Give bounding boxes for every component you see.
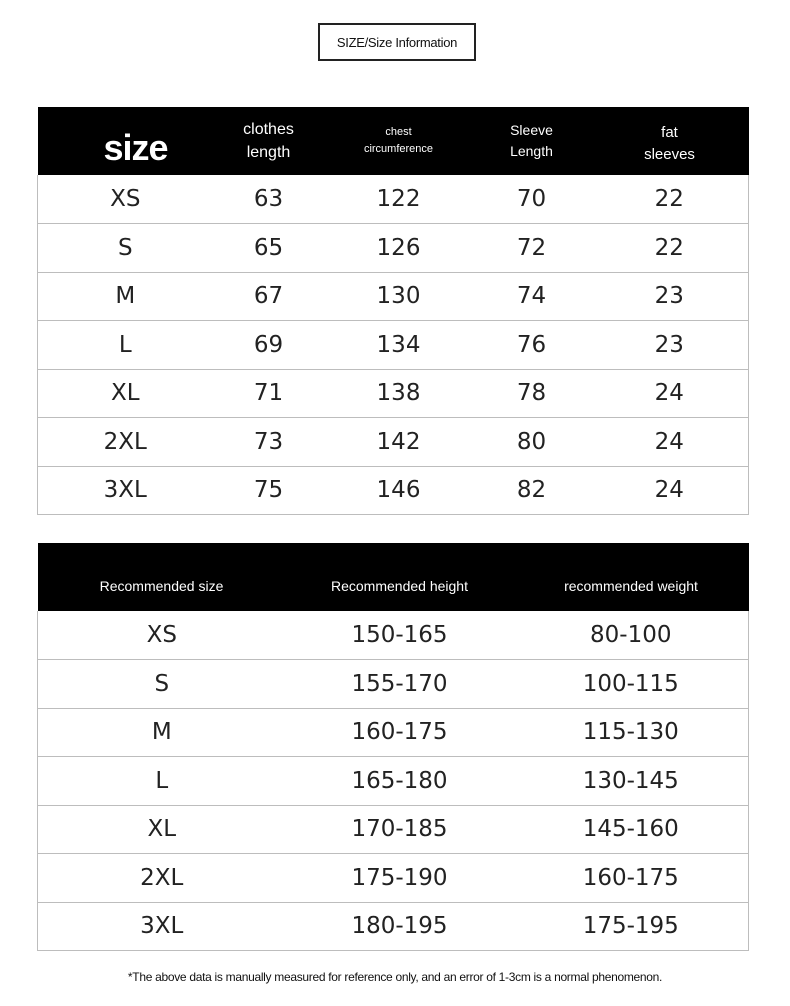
recommendation-header-row — [38, 543, 749, 611]
value-cell: 130-145 — [514, 757, 749, 806]
value-cell: 80-100 — [590, 622, 672, 648]
value-cell: 146 — [325, 466, 473, 515]
size-chart-header-row — [38, 107, 749, 175]
recommendation-row — [38, 854, 749, 903]
value-cell: 175-195 — [514, 902, 749, 951]
value-cell: 160-175 — [286, 708, 514, 757]
size-cell: S — [38, 660, 286, 709]
footnote: *The above data is manually measured for reference only, and an error of 1-3cm is a normal phenomenon. — [127, 970, 663, 984]
header-sleeve-line1: Sleeve — [510, 122, 553, 138]
value-cell: 73 — [213, 418, 325, 467]
value-cell: 23 — [591, 272, 749, 321]
value-cell: 165-180 — [286, 757, 514, 806]
value-cell: 115-130 — [514, 708, 749, 757]
recommendation-row — [38, 757, 749, 806]
header-sleeve-length — [473, 107, 591, 175]
value-cell: 22 — [591, 224, 749, 273]
header-chest-line1: chest — [385, 126, 412, 138]
size-cell: L — [38, 321, 213, 370]
size-chart-row — [38, 321, 749, 370]
value-cell: 134 — [325, 321, 473, 370]
value-cell: 24 — [591, 466, 749, 515]
value-cell: 175-190 — [286, 854, 514, 903]
header-chest-circumference — [325, 107, 473, 175]
recommendation-row — [38, 708, 749, 757]
value-cell: 22 — [654, 186, 684, 212]
size-chart-row — [38, 224, 749, 273]
size-chart-row — [38, 272, 749, 321]
value-cell: 24 — [591, 369, 749, 418]
header-clothes-length — [213, 107, 325, 175]
value-cell: 69 — [213, 321, 325, 370]
size-cell: L — [38, 757, 286, 806]
value-cell: 160-175 — [514, 854, 749, 903]
header-recommended-height: Recommended height — [331, 578, 468, 594]
recommendation-row — [38, 660, 749, 709]
header-fat-line1: fat — [661, 124, 678, 141]
value-cell: 155-170 — [286, 660, 514, 709]
value-cell: 142 — [325, 418, 473, 467]
size-cell: XS — [146, 622, 177, 648]
value-cell: 71 — [213, 369, 325, 418]
value-cell: 80 — [473, 418, 591, 467]
value-cell: 130 — [325, 272, 473, 321]
value-cell: 72 — [473, 224, 591, 273]
header-recommended-weight: recommended weight — [564, 578, 698, 594]
header-chest-line2: circumference — [363, 143, 434, 155]
value-cell: 150-165 — [351, 622, 448, 648]
recommendation-row — [38, 611, 749, 660]
size-cell: M — [38, 708, 286, 757]
header-recommended-size: Recommended size — [99, 578, 224, 594]
size-chart-row — [38, 369, 749, 418]
value-cell: 63 — [253, 186, 284, 212]
size-cell: XS — [110, 186, 141, 212]
value-cell: 76 — [473, 321, 591, 370]
value-cell: 24 — [591, 418, 749, 467]
value-cell: 170-185 — [286, 805, 514, 854]
header-clothes-length-line1: clothes — [243, 121, 294, 138]
value-cell: 67 — [213, 272, 325, 321]
size-cell: XL — [38, 805, 286, 854]
size-cell: 3XL — [38, 902, 286, 951]
header-size: size — [103, 127, 168, 168]
size-cell: 2XL — [38, 854, 286, 903]
size-chart-row — [38, 418, 749, 467]
recommendation-row — [38, 805, 749, 854]
size-chart-row — [38, 466, 749, 515]
value-cell: 78 — [473, 369, 591, 418]
recommendation-table — [37, 543, 749, 951]
value-cell: 138 — [325, 369, 473, 418]
size-chart-row — [38, 175, 749, 224]
value-cell: 100-115 — [514, 660, 749, 709]
header-fat-line2: sleeves — [644, 146, 695, 163]
size-cell: 3XL — [38, 466, 213, 515]
page-title: SIZE/Size Information — [318, 23, 476, 61]
value-cell: 75 — [213, 466, 325, 515]
value-cell: 180-195 — [286, 902, 514, 951]
value-cell: 82 — [473, 466, 591, 515]
header-sleeve-line2: Length — [510, 143, 553, 159]
size-cell: S — [38, 224, 213, 273]
value-cell: 126 — [325, 224, 473, 273]
recommendation-row — [38, 902, 749, 951]
value-cell: 23 — [591, 321, 749, 370]
value-cell: 122 — [376, 186, 421, 212]
value-cell: 145-160 — [514, 805, 749, 854]
size-chart-table — [37, 107, 749, 515]
value-cell: 70 — [516, 186, 547, 212]
value-cell: 74 — [473, 272, 591, 321]
value-cell: 65 — [213, 224, 325, 273]
size-cell: XL — [38, 369, 213, 418]
header-clothes-length-line2: length — [246, 144, 291, 161]
header-fat-sleeves — [591, 107, 749, 175]
size-cell: 2XL — [38, 418, 213, 467]
size-cell: M — [38, 272, 213, 321]
